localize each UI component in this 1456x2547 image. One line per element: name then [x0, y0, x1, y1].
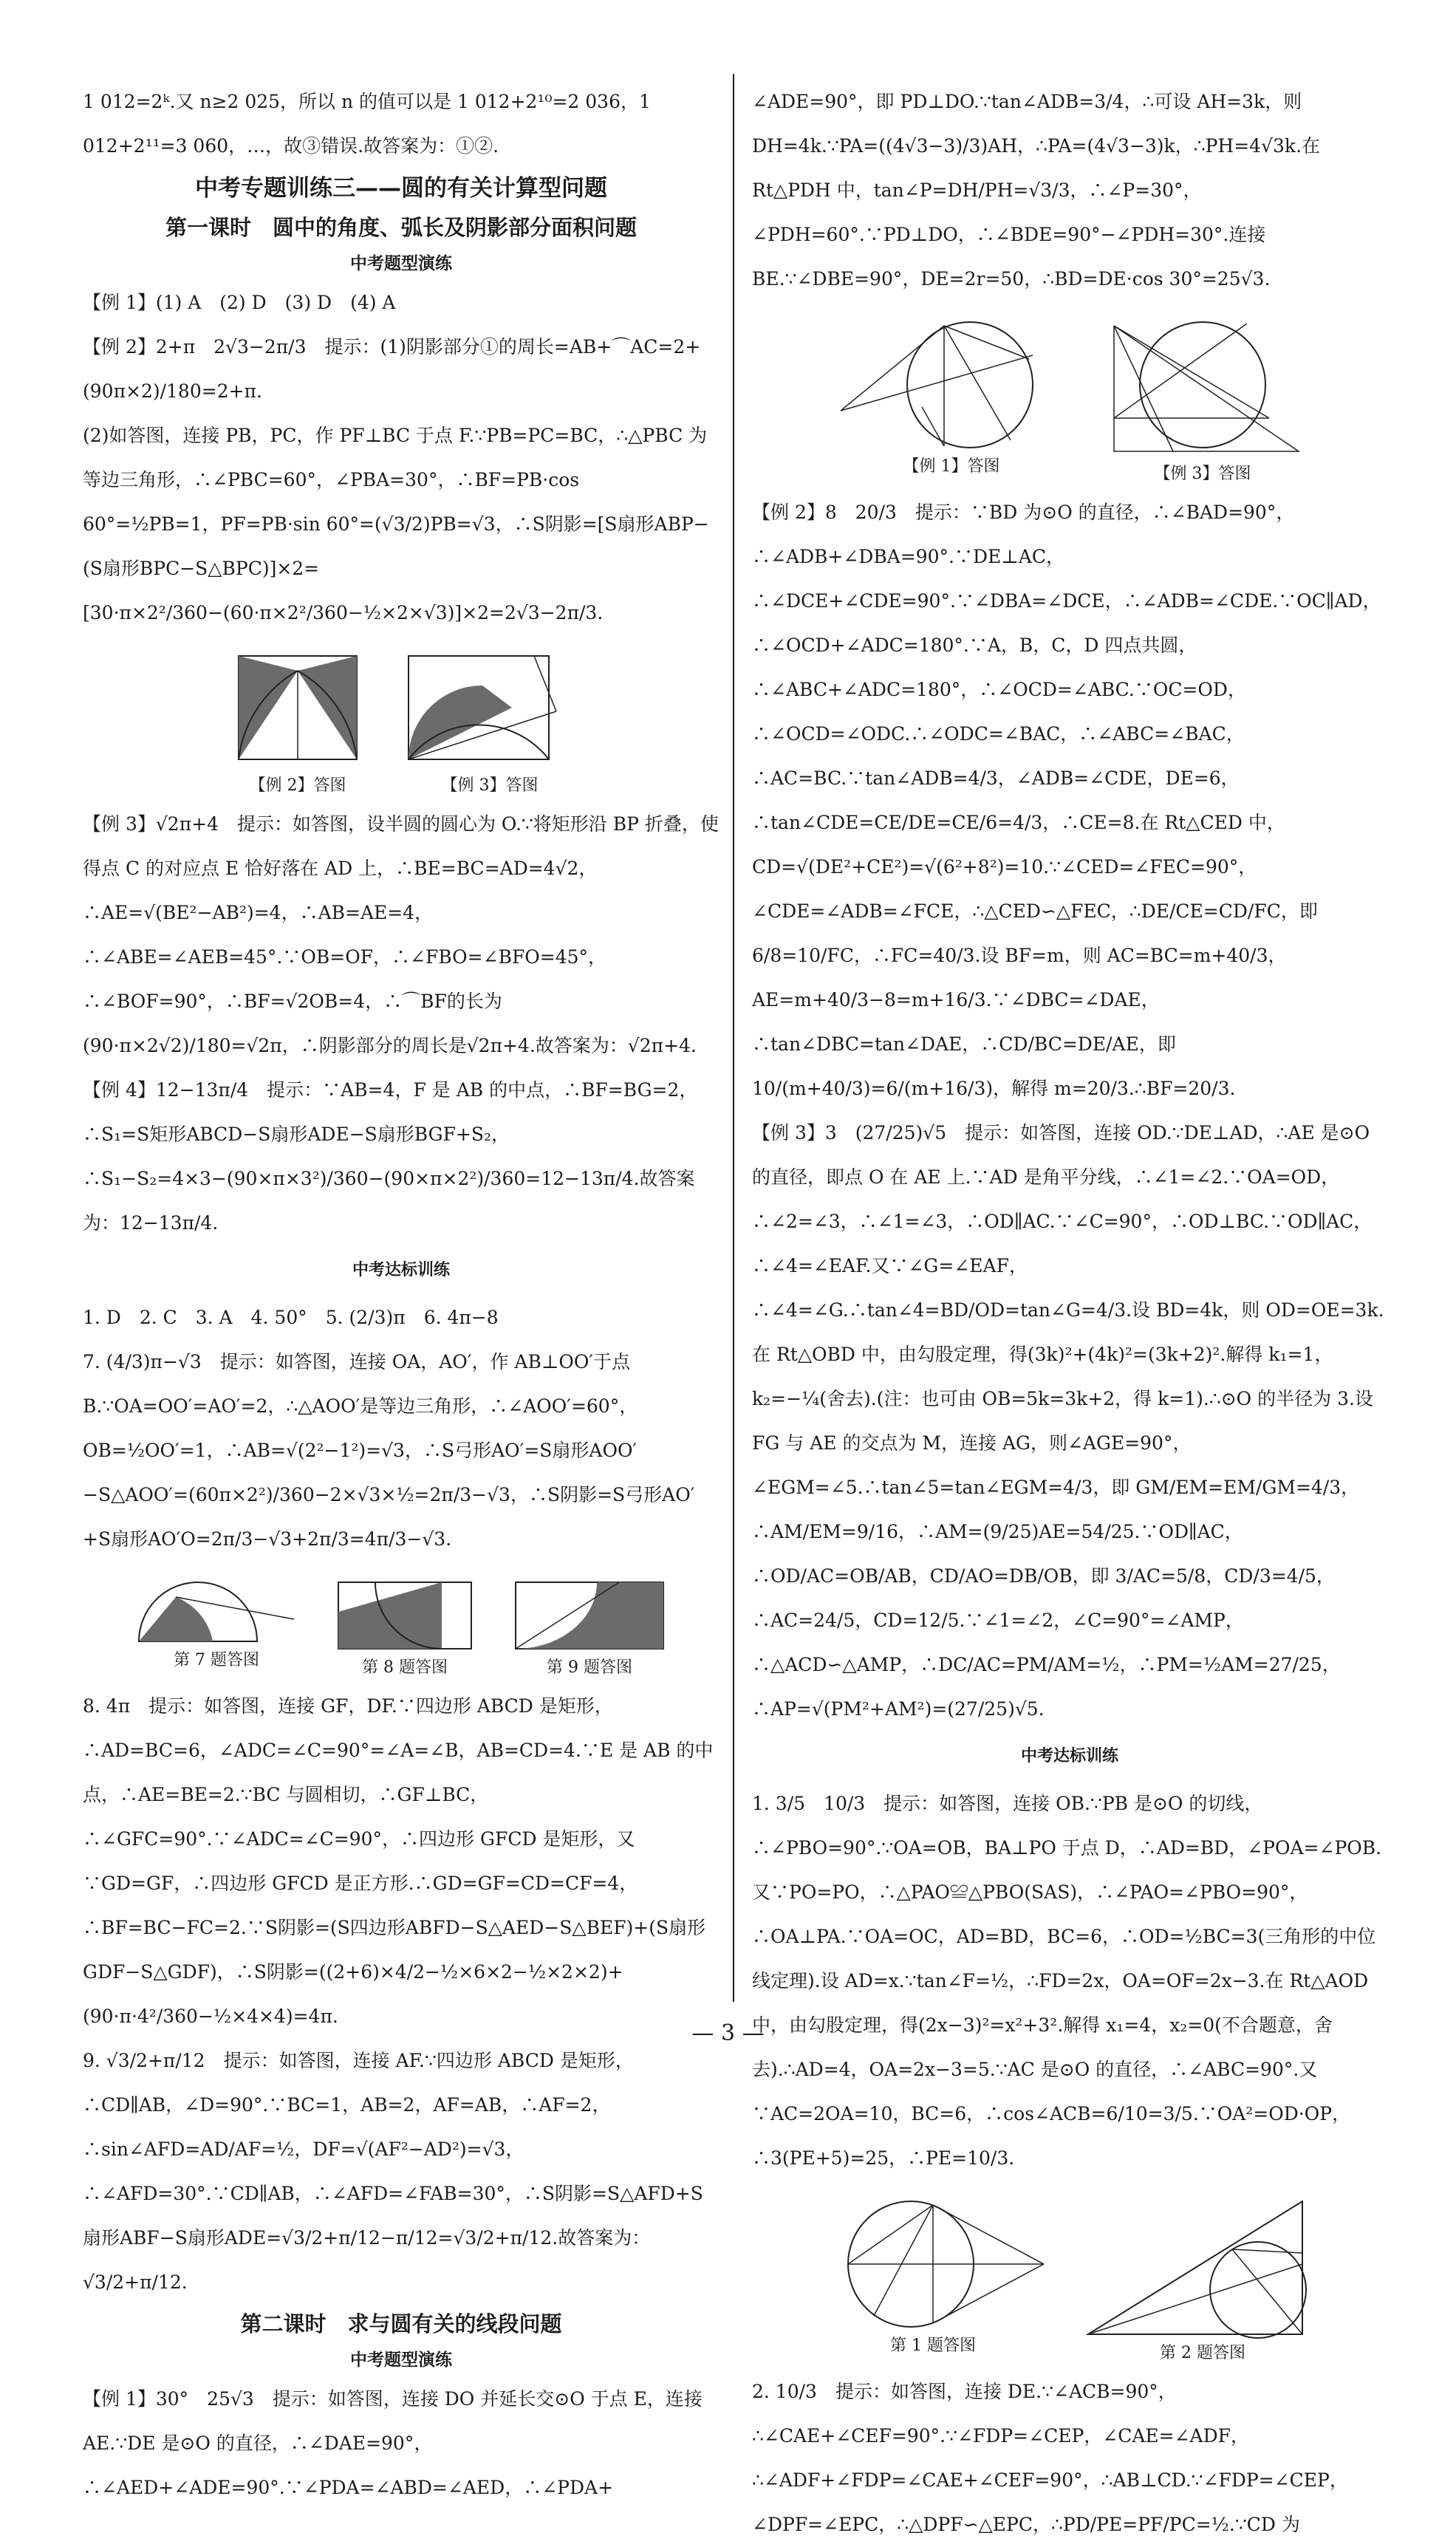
figure-7 — [131, 1575, 301, 1680]
lesson2-example-2: 【例 2】8 20/3 提示：∵BD 为⊙O 的直径，∴∠BAD=90°，∴∠ADB+∠DBA=90°.∵DE⊥AC，∴∠DCE+∠CDE=90°.∵∠DBA=∠DCE，∴∠ADB=∠CDE.∵OC∥AD，∴∠OCD+∠ADC=180°.∵A，B，C，D 四点共圆，∴∠ABC+∠ADC=180°，∴∠OCD=∠ABC.∵OC=OD，∴∠OCD=∠ODC.∴∠ODC=∠BAC，∴∠ABC=∠BAC，∴AC=BC.∵tan∠ADB=4/3，∠ADB=∠CDE，DE=6，∴tan∠CDE=CE/DE=CE/6=4/3，∴CE=8.在 Rt△CED 中，CD=√(DE²+CE²)=√(6²+8²)=10.∵∠CED=∠FEC=90°，∠CDE=∠ADB=∠FCE，∴△CED∽△FEC，∴DE/CE=CD/FC，即 6/8=10/FC，∴FC=40/3.设 BF=m，则 AC=BC=m+40/3，AE=m+40/3−8=m+16/3.∵∠DBC=∠DAE，∴tan∠DBC=tan∠DAE，∴CD/BC=DE/AE，即 10/(m+40/3)=6/(m+16/3)，解得 m=20/3.∴BF=20/3. — [752, 502, 1381, 1099]
question-9: 9. √3/2+π/12 提示：如答图，连接 AF.∵四边形 ABCD 是矩形，∴CD∥AB，∠D=90°.∵BC=1，AB=2，AF=AB，∴AF=2，∴sin∠AFD=AD/AF=½，DF=√(AF²−AD²)=√3，∴∠AFD=30°.∵CD∥AB，∴∠AFD=∠FAB=30°，∴S阴影=S△AFD+S扇形ABF−S扇形ADE=√3/2+π/12−π/12=√3/2+π/12.故答案为：√3/2+π/12. — [83, 2050, 703, 2293]
figure-8-caption: 第 8 题答图 — [362, 1658, 448, 1677]
training-question-1: 1. 3/5 10/3 提示：如答图，连接 OB.∵PB 是⊙O 的切线，∴∠PBO=90°.∵OA=OB，BA⊥PO 于点 D，∴AD=BD，∠POA=∠POB.又∵PO=PO，∴△PAO≌△PBO(SAS)，∴∠PAO=∠PBO=90°，∴OA⊥PA.∵OA=OC，AD=BD，BC=6，∴OD=½BC=3(三角形的中位线定理).设 AD=x.∵tan∠F=½，∴FD=2x，OA=OF=2x−3.在 Rt△AOD 中，由勾股定理，得(2x−3)²=x²+3².解得 x₁=4，x₂=0(不合题意，舍去).∴AD=4，OA=2x−3=5.∵AC 是⊙O 的直径，∴∠ABC=90°.又∵AC=2OA=10，BC=6，∴cos∠ACB=6/10=3/5.∵OA²=OD·OP，∴3(PE+5)=25，∴PE=10/3. — [752, 1793, 1382, 2169]
figure-l2-ex3-caption: 【例 3】答图 — [1154, 465, 1251, 483]
figure-ex3-caption: 【例 3】答图 — [441, 776, 539, 795]
figure-l2-ex1-diagram — [833, 315, 1070, 455]
figure-q1 — [815, 2194, 1051, 2365]
figure-q2-caption: 第 2 题答图 — [1160, 2344, 1245, 2362]
figures-l2-ex1-ex3 — [752, 315, 1387, 486]
figure-9-caption: 第 9 题答图 — [547, 1658, 632, 1677]
practice-subtitle: 中考题型演练 — [350, 254, 452, 273]
figure-q2-diagram — [1081, 2194, 1325, 2342]
figure-9 — [508, 1575, 671, 1680]
figure-7-caption: 第 7 题答图 — [174, 1651, 259, 1669]
figures-ex2-ex3 — [83, 649, 720, 798]
right-column — [752, 80, 1387, 2547]
figure-q1-diagram — [815, 2194, 1051, 2334]
figure-q2 — [1081, 2194, 1325, 2365]
question-7: 7. (4/3)π−√3 提示：如答图，连接 OA，AO′，作 AB⊥OO′于点 B.∵OA=OO′=AO′=2，∴△AOO′是等边三角形，∴∠AOO′=60°，OB=½OO′=1，∴AB=√(2²−1²)=√3，∴S弓形AO′=S扇形AOO′−S△AOO′=(60π×2²)/360−2×√3×½=2π/3−√3，∴S阴影=S弓形AO′+S扇形AO′O=2π/3−√3+2π/3=4π/3−√3. — [83, 1351, 695, 1550]
question-8: 8. 4π 提示：如答图，连接 GF，DF.∵四边形 ABCD 是矩形，∴AD=BC=6，∠ADC=∠C=90°=∠A=∠B，AB=CD=4.∵E 是 AB 的中点，∴AE=BE=2.∵BC 与圆相切，∴GF⊥BC，∴∠GFC=90°.∵∠ADC=∠C=90°，∴四边形 GFCD 是矩形，又∵GD=GF，∴四边形 GFCD 是正方形.∴GD=GF=CD=CF=4，∴BF=BC−FC=2.∵S阴影=(S四边形ABFD−S△AED−S△BEF)+(S扇形GDF−S△GDF)，∴S阴影=((2+6)×4/2−½×6×2−½×2×2)+(90·π·4²/360−½×4×4)=4π. — [83, 1695, 714, 2027]
figures-7-8-9 — [83, 1575, 720, 1680]
example-4: 【例 4】12−13π/4 提示：∵AB=4，F 是 AB 的中点，∴BF=BG=2，∴S₁=S矩形ABCD−S扇形ADE−S扇形BGF+S₂，∴S₁−S₂=4×3−(90×π×3²)/360−(90×π×2²)/360=12−13π/4.故答案为：12−13π/4. — [83, 1079, 698, 1234]
figure-8-diagram — [331, 1575, 479, 1656]
column-divider — [733, 74, 734, 2002]
figure-8 — [331, 1575, 479, 1680]
lesson2-example-1: 【例 1】30° 25√3 提示：如答图，连接 DO 并延长交⊙O 于点 E，连接 AE.∵DE 是⊙O 的直径，∴∠DAE=90°，∴∠AED+∠ADE=90°.∵∠PDA=∠ABD=∠AED，∴∠PDA+ — [83, 2388, 703, 2498]
standard-training-heading-2: 中考达标训练 — [1020, 1747, 1118, 1765]
figure-l2-ex3-diagram — [1099, 315, 1306, 462]
left-column — [83, 80, 720, 2510]
answers-1-6: 1. D 2. C 3. A 4. 50° 5. (2/3)π 6. 4π−8 — [83, 1307, 499, 1328]
figure-ex3 — [401, 649, 578, 798]
example-1: 【例 1】(1) A (2) D (3) D (4) A — [83, 292, 396, 313]
figure-ex2 — [224, 649, 372, 798]
figure-ex3-diagram — [401, 649, 578, 774]
example-2-part2: (2)如答图，连接 PB，PC，作 PF⊥BC 于点 F.∵PB=PC=BC，∴△PBC 为等边三角形，∴∠PBC=60°，∠PBA=30°，∴BF=PB·cos 60°=½PB=1，PF=PB·sin 60°=(√3/2)PB=√3，∴S阴影=[S扇形ABP−(S扇形BPC−S△BPC)]×2=[30·π×2²/360−(60·π×2²/360−½×2×√3)]×2=2√3−2π/3. — [83, 425, 709, 623]
figures-q1-q2 — [752, 2194, 1387, 2365]
figure-ex2-diagram — [224, 649, 372, 774]
figure-ex2-caption: 【例 2】答图 — [249, 776, 346, 795]
figure-9-diagram — [508, 1575, 671, 1656]
lesson2-title: 第二课时 求与圆有关的线段问题 — [240, 2311, 562, 2336]
page-number: — 3 — — [691, 2020, 765, 2046]
example-3: 【例 3】√2π+4 提示：如答图，设半圆的圆心为 O.∵将矩形沿 BP 折叠，使得点 C 的对应点 E 恰好落在 AD 上，∴BE=BC=AD=4√2，∴AE=√(BE²−AB²)=4，∴AB=AE=4，∴∠ABE=∠AEB=45°.∵OB=OF，∴∠FBO=∠BFO=45°，∴∠BOF=90°，∴BF=√2OB=4，∴⌒BF的长为(90·π×2√2)/180=√2π，∴阴影部分的周长是√2π+4.故答案为：√2π+4. — [83, 813, 719, 1056]
figure-7-diagram — [131, 1575, 301, 1649]
standard-training-heading: 中考达标训练 — [352, 1261, 450, 1279]
lesson2-example-1-continued: ∠ADE=90°，即 PD⊥DO.∵tan∠ADB=3/4，∴可设 AH=3k，则 DH=4k.∵PA=((4√3−3)/3)AH，∴PA=(4√3−3)k，∴PH=4√3k.在 Rt△PDH 中，tan∠P=DH/PH=√3/3，∴∠P=30°，∠PDH=60°.∵PD⊥DO，∴∠BDE=90°−∠PDH=30°.连接 BE.∵∠DBE=90°，DE=2r=50，∴BD=DE·cos 30°=25√3. — [752, 91, 1321, 290]
figure-l2-ex1 — [833, 315, 1070, 486]
training-question-2: 2. 10/3 提示：如答图，连接 DE.∵∠ACB=90°，∴∠CAE+∠CEF=90°.∵∠FDP=∠CEP，∠CAE=∠ADF，∴∠ADF+∠FDP=∠CAE+∠CEF=90°，∴AB⊥CD.∵∠FDP=∠CEP，∠DPF=∠EPC，∴△DPF∽△EPC，∴PD/PE=PF/PC=½.∵CD 为 — [752, 2381, 1348, 2535]
figure-l2-ex1-caption: 【例 1】答图 — [903, 457, 1000, 476]
lesson1-title: 第一课时 圆中的角度、弧长及阴影部分面积问题 — [165, 215, 637, 240]
practice-subtitle-2: 中考题型演练 — [350, 2351, 452, 2370]
main-title: 中考专题训练三——圆的有关计算型问题 — [195, 175, 607, 202]
intro-text: 1 012=2ᵏ.又 n≥2 025，所以 n 的值可以是 1 012+2¹⁰=2 036，1 012+2¹¹=3 060，…，故③错误.故答案为：①②. — [83, 91, 651, 157]
figure-q1-caption: 第 1 题答图 — [890, 2336, 976, 2355]
lesson2-example-3: 【例 3】3 (27/25)√5 提示：如答图，连接 OD.∵DE⊥AD，∴AE 是⊙O 的直径，即点 O 在 AE 上.∵AD 是角平分线，∴∠1=∠2.∵OA=OD，∴∠2=∠3，∴∠1=∠3，∴OD∥AC.∵∠C=90°，∴OD⊥BC.∵OD∥AC，∴∠4=∠EAF.又∵∠G=∠EAF，∴∠4=∠G.∴tan∠4=BD/OD=tan∠G=4/3.设 BD=4k，则 OD=OE=3k.在 Rt△OBD 中，由勾股定理，得(3k)²+(4k)²=(3k+2)².解得 k₁=1，k₂=−¼(舍去).(注：也可由 OB=5k=3k+2，得 k=1).∴⊙O 的半径为 3.设 FG 与 AE 的交点为 M，连接 AG，则∠AGE=90°，∠EGM=∠5.∴tan∠5=tan∠EGM=4/3，即 GM/EM=EM/GM=4/3，∴AM/EM=9/16，∴AM=(9/25)AE=54/25.∵OD∥AC，∴OD/AC=OB/AB，CD/AO=DB/OB，即 3/AC=5/8，CD/3=4/5，∴AC=24/5，CD=12/5.∵∠1=∠2，∠C=90°=∠AMP，∴△ACD∽△AMP，∴DC/AC=PM/AM=½，∴PM=½AM=27/25，∴AP=√(PM²+AM²)=(27/25)√5. — [752, 1122, 1384, 1720]
example-2-part1: 【例 2】2+π 2√3−2π/3 提示：(1)阴影部分①的周长=AB+⌒AC=2+(90π×2)/180=2+π. — [83, 336, 701, 402]
figure-l2-ex3 — [1099, 315, 1306, 486]
